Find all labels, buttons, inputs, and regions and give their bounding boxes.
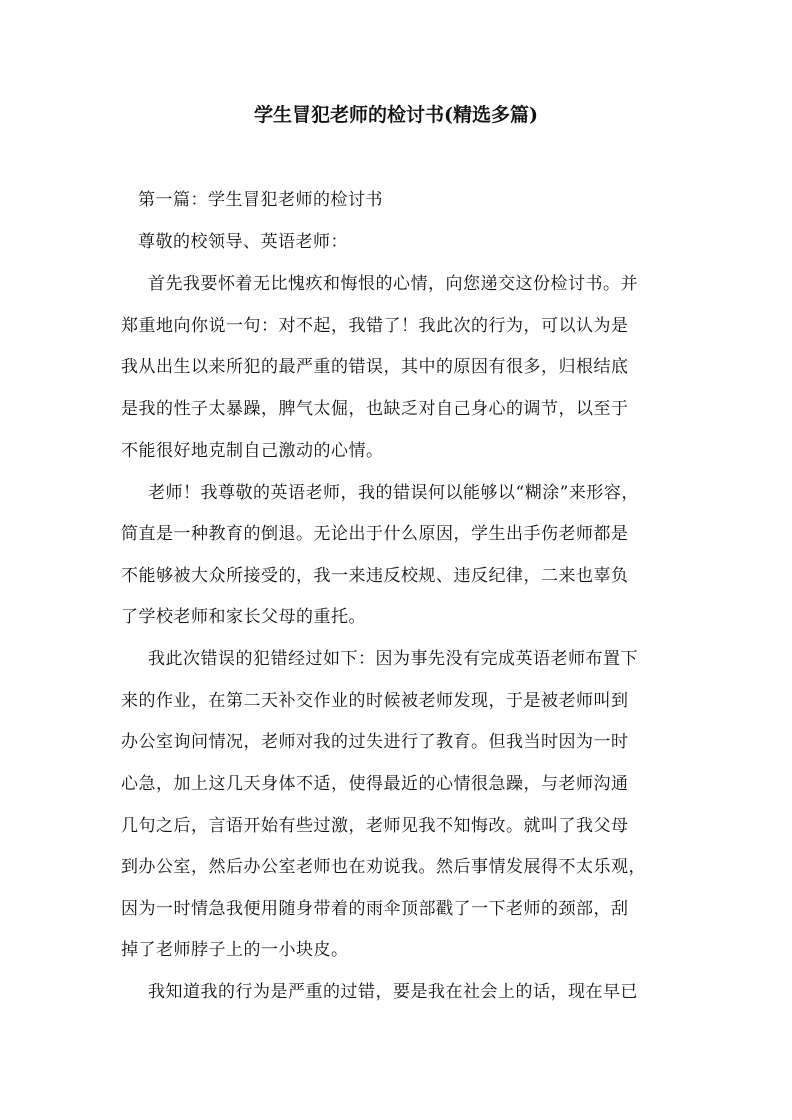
paragraph-line: 不能很好地克制自己激动的心情。 <box>121 441 384 461</box>
document-title: 学生冒犯老师的检讨书(精选多篇) <box>254 104 538 126</box>
paragraph-line: 掉了老师脖子上的一小块皮。 <box>121 940 349 960</box>
salutation: 尊敬的校领导、英语老师： <box>138 232 348 252</box>
paragraph-line: 我知道我的行为是严重的过错，要是我在社会上的话，现在早已 <box>148 982 638 1002</box>
paragraph-line: 首先我要怀着无比愧疚和悔恨的心情，向您递交这份检讨书。并 <box>148 274 638 294</box>
paragraph-line: 办公室询问情况，老师对我的过失进行了教育。但我当时因为一时 <box>121 732 629 752</box>
paragraph-line: 心急，加上这几天身体不适，使得最近的心情很急躁，与老师沟通 <box>121 774 629 794</box>
paragraph-line: 简直是一种教育的倒退。无论出于什么原因，学生出手伤老师都是 <box>121 524 629 544</box>
paragraph-line: 我此次错误的犯错经过如下：因为事先没有完成英语老师布置下 <box>148 649 638 669</box>
paragraph-line: 了学校老师和家长父母的重托。 <box>121 607 366 627</box>
paragraph-line: 郑重地向你说一句：对不起，我错了！我此次的行为，可以认为是 <box>121 316 629 336</box>
paragraph-line: 老师！我尊敬的英语老师，我的错误何以能够以“糊涂”来形容， <box>148 483 639 503</box>
paragraph-line: 是我的性子太暴躁，脾气太倔，也缺乏对自己身心的调节，以至于 <box>121 399 629 419</box>
paragraph-line: 几句之后，言语开始有些过激，老师见我不知悔改。就叫了我父母 <box>121 816 629 836</box>
section-heading: 第一篇：学生冒犯老师的检讨书 <box>138 190 383 210</box>
paragraph-line: 我从出生以来所犯的最严重的错误，其中的原因有很多，归根结底 <box>121 357 629 377</box>
paragraph-line: 到办公室，然后办公室老师也在劝说我。然后事情发展得不太乐观， <box>121 857 646 877</box>
paragraph-line: 因为一时情急我便用随身带着的雨伞顶部戳了一下老师的颈部，刮 <box>121 899 629 919</box>
paragraph-line: 不能够被大众所接受的，我一来违反校规、违反纪律，二来也辜负 <box>121 566 629 586</box>
paragraph-line: 来的作业，在第二天补交作业的时候被老师发现，于是被老师叫到 <box>121 691 629 711</box>
